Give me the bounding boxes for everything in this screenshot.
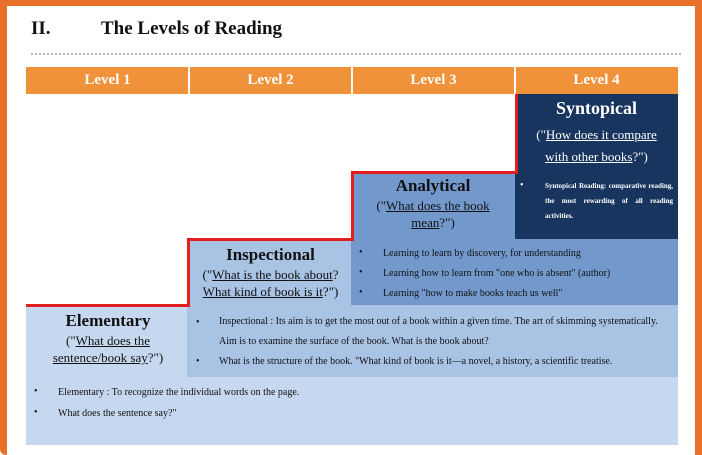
frame-right-border (695, 0, 702, 455)
inspectional-bullet-2: What is the structure of the book. "What kind of book is it—a novel, a history, a scientific treatise. (219, 356, 613, 367)
bullet-icon: • (34, 386, 38, 397)
elementary-title: Elementary (65, 311, 151, 330)
bullet-icon: • (359, 267, 363, 278)
section-number: II. (31, 18, 51, 39)
step-line (187, 238, 354, 241)
section-title: The Levels of Reading (101, 18, 283, 39)
elementary-bullet-2: What does the sentence say?" (58, 408, 177, 419)
title-divider (31, 53, 681, 55)
header-level-4: Level 4 (515, 67, 678, 94)
header-level-2: Level 2 (189, 67, 352, 94)
frame-left-border (0, 0, 7, 455)
syntopical-question: ("How does it compare with other books?") (536, 127, 657, 164)
header-level-3: Level 3 (352, 67, 515, 94)
analytical-bullet-2: Learning how to learn from "one who is absent" (author) (383, 268, 611, 279)
header-divider (188, 67, 190, 94)
analytical-bullet-1: Learning to learn by discovery, for understanding (383, 248, 581, 259)
bullet-icon: • (520, 180, 524, 191)
bullet-icon: • (359, 247, 363, 258)
header-divider (514, 67, 516, 94)
step-line (351, 171, 518, 174)
syntopical-bullet: Syntopical Reading: comparative reading, the most rewarding of all reading activities. (545, 182, 673, 220)
elementary-bullet-1: Elementary : To recognize the individual words on the page. (58, 387, 300, 398)
analytical-question: ("What does the book mean?") (376, 198, 490, 230)
syntopical-heading (515, 97, 678, 168)
bullet-icon: • (34, 407, 38, 418)
syntopical-title: Syntopical (555, 98, 638, 118)
header-divider (351, 67, 353, 94)
analytical-bullet-3: Learning "how to make books teach us well" (383, 288, 563, 299)
elementary-heading (29, 311, 187, 366)
header-level-1: Level 1 (26, 67, 189, 94)
bullet-icon: • (196, 317, 200, 328)
elementary-question: ("What does the sentence/book say?") (52, 333, 164, 365)
bullet-icon: • (359, 287, 363, 298)
step-line (26, 304, 190, 307)
analytical-heading (354, 176, 512, 231)
bullet-icon: • (196, 356, 200, 367)
inspectional-heading (190, 245, 351, 300)
inspectional-bullet-1: Inspectional : Its aim is to get the most out of a book within a given time. The art of skimming systematically. Aim is to examine the surface of the book. What is the book about? (219, 316, 658, 347)
inspectional-question: ("What is the book about? What kind of book is it?") (202, 267, 339, 299)
slide (7, 6, 695, 455)
analytical-title: Analytical (395, 176, 471, 195)
inspectional-title: Inspectional (226, 245, 315, 264)
